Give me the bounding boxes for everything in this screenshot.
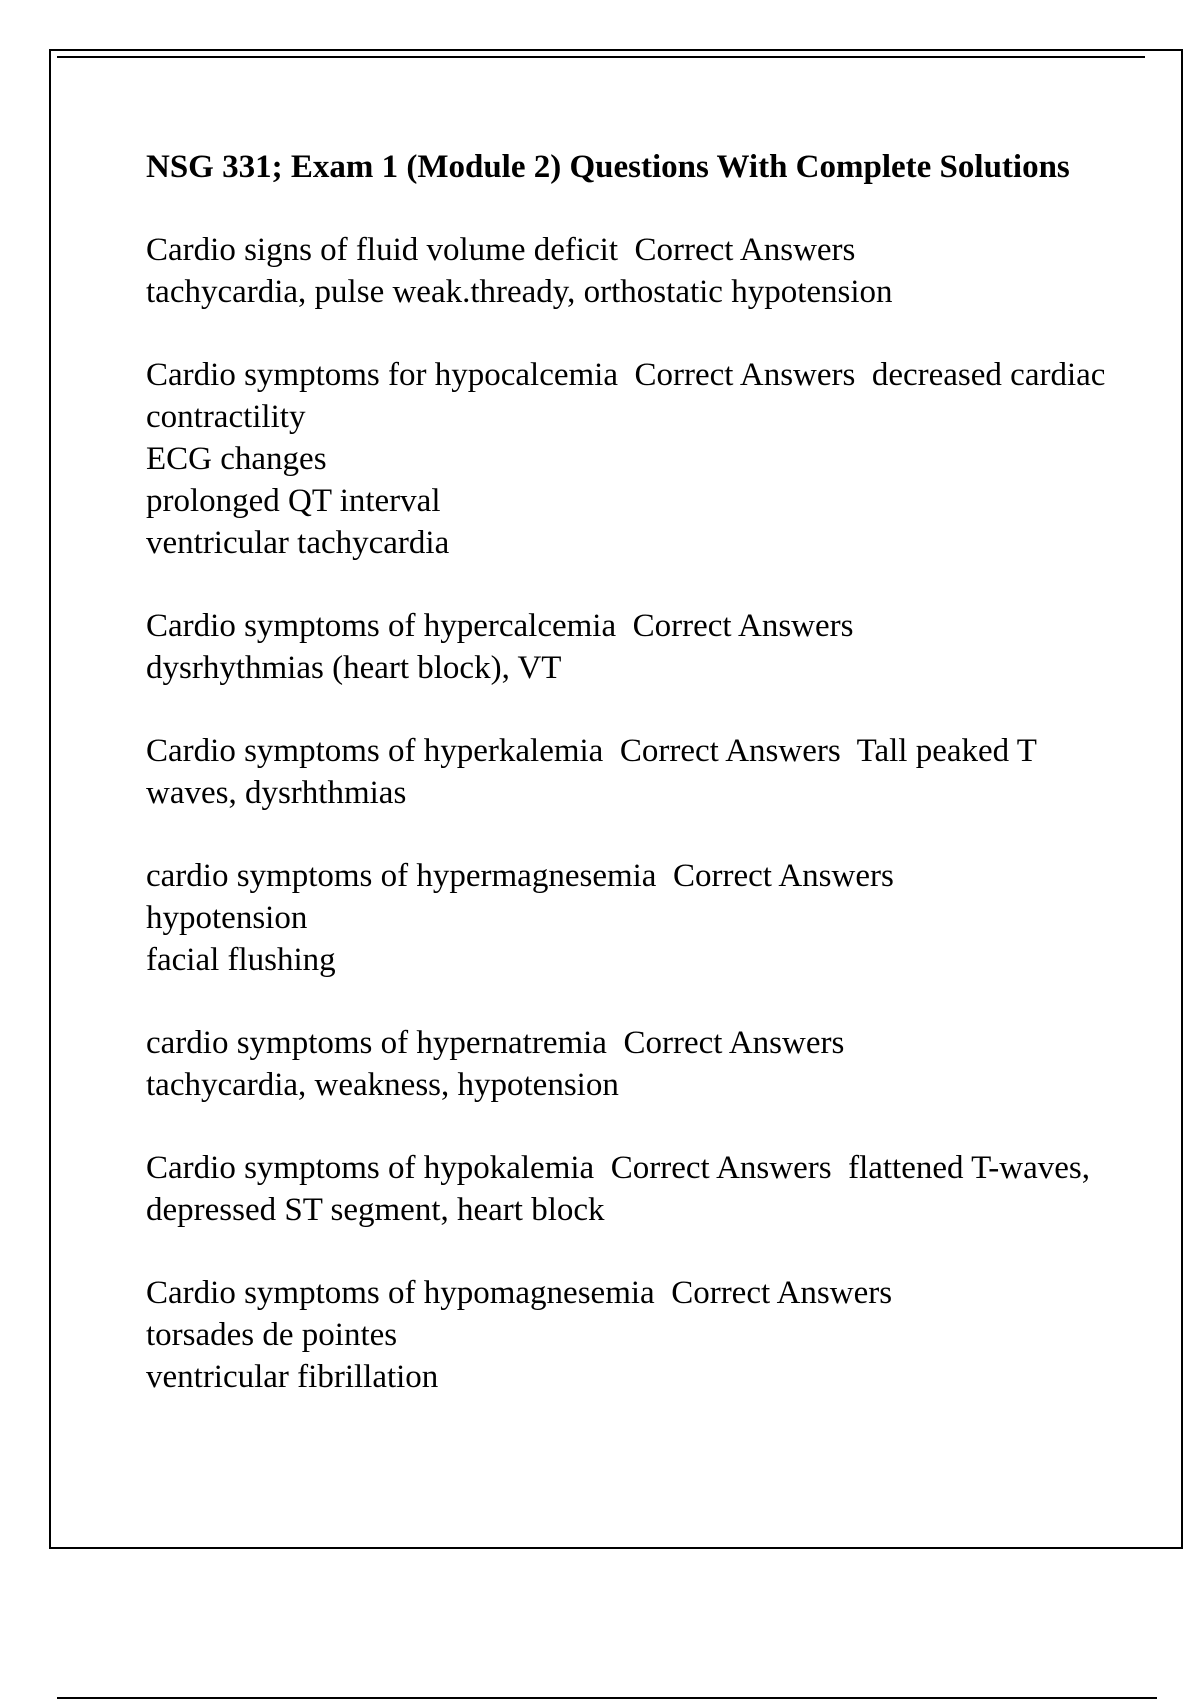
document-body	[146, 146, 1106, 1439]
footer-rule	[57, 1697, 1157, 1699]
answer-text: tachycardia, weakness, hypotension	[146, 1067, 619, 1103]
qa-item	[146, 605, 1106, 689]
question-text: cardio symptoms of hypermagnesemia	[146, 858, 657, 894]
answer-label: Correct Answers	[623, 1025, 845, 1061]
qa-item	[146, 354, 1106, 564]
answer-label: Correct Answers	[634, 357, 856, 393]
answer-label: Correct Answers	[619, 733, 841, 769]
answer-label: Correct Answers	[671, 1275, 893, 1311]
document-title: NSG 331; Exam 1 (Module 2) Questions With Complete Solutions	[146, 149, 1070, 185]
answer-text: hypotension facial flushing	[146, 900, 336, 978]
question-text: Cardio symptoms for hypocalcemia	[146, 357, 618, 393]
qa-item	[146, 229, 1106, 313]
answer-text: decreased cardiac contractility ECG changes prolonged QT interval ventricular tachycardia	[146, 357, 1106, 561]
answer-label: Correct Answers	[672, 858, 894, 894]
qa-item	[146, 1272, 1106, 1398]
header-rule	[57, 56, 1145, 58]
answer-label: Correct Answers	[632, 608, 854, 644]
answer-label: Correct Answers	[610, 1150, 832, 1186]
answer-text: tachycardia, pulse weak.thready, orthostatic hypotension	[146, 274, 893, 310]
question-text: Cardio symptoms of hyperkalemia	[146, 733, 604, 769]
question-text: Cardio symptoms of hypomagnesemia	[146, 1275, 655, 1311]
question-text: Cardio signs of fluid volume deficit	[146, 232, 619, 268]
qa-item	[146, 1022, 1106, 1106]
qa-item	[146, 1147, 1106, 1231]
answer-text: Tall peaked T waves, dysrhthmias	[146, 733, 1045, 811]
answer-label: Correct Answers	[634, 232, 856, 268]
answer-text: torsades de pointes ventricular fibrillation	[146, 1317, 439, 1395]
answer-text: dysrhythmias (heart block), VT	[146, 650, 562, 686]
answer-text: flattened T-waves, depressed ST segment, heart block	[146, 1150, 1099, 1228]
qa-item	[146, 855, 1106, 981]
question-text: Cardio symptoms of hypercalcemia	[146, 608, 617, 644]
question-text: Cardio symptoms of hypokalemia	[146, 1150, 595, 1186]
question-text: cardio symptoms of hypernatremia	[146, 1025, 607, 1061]
qa-item	[146, 730, 1106, 814]
